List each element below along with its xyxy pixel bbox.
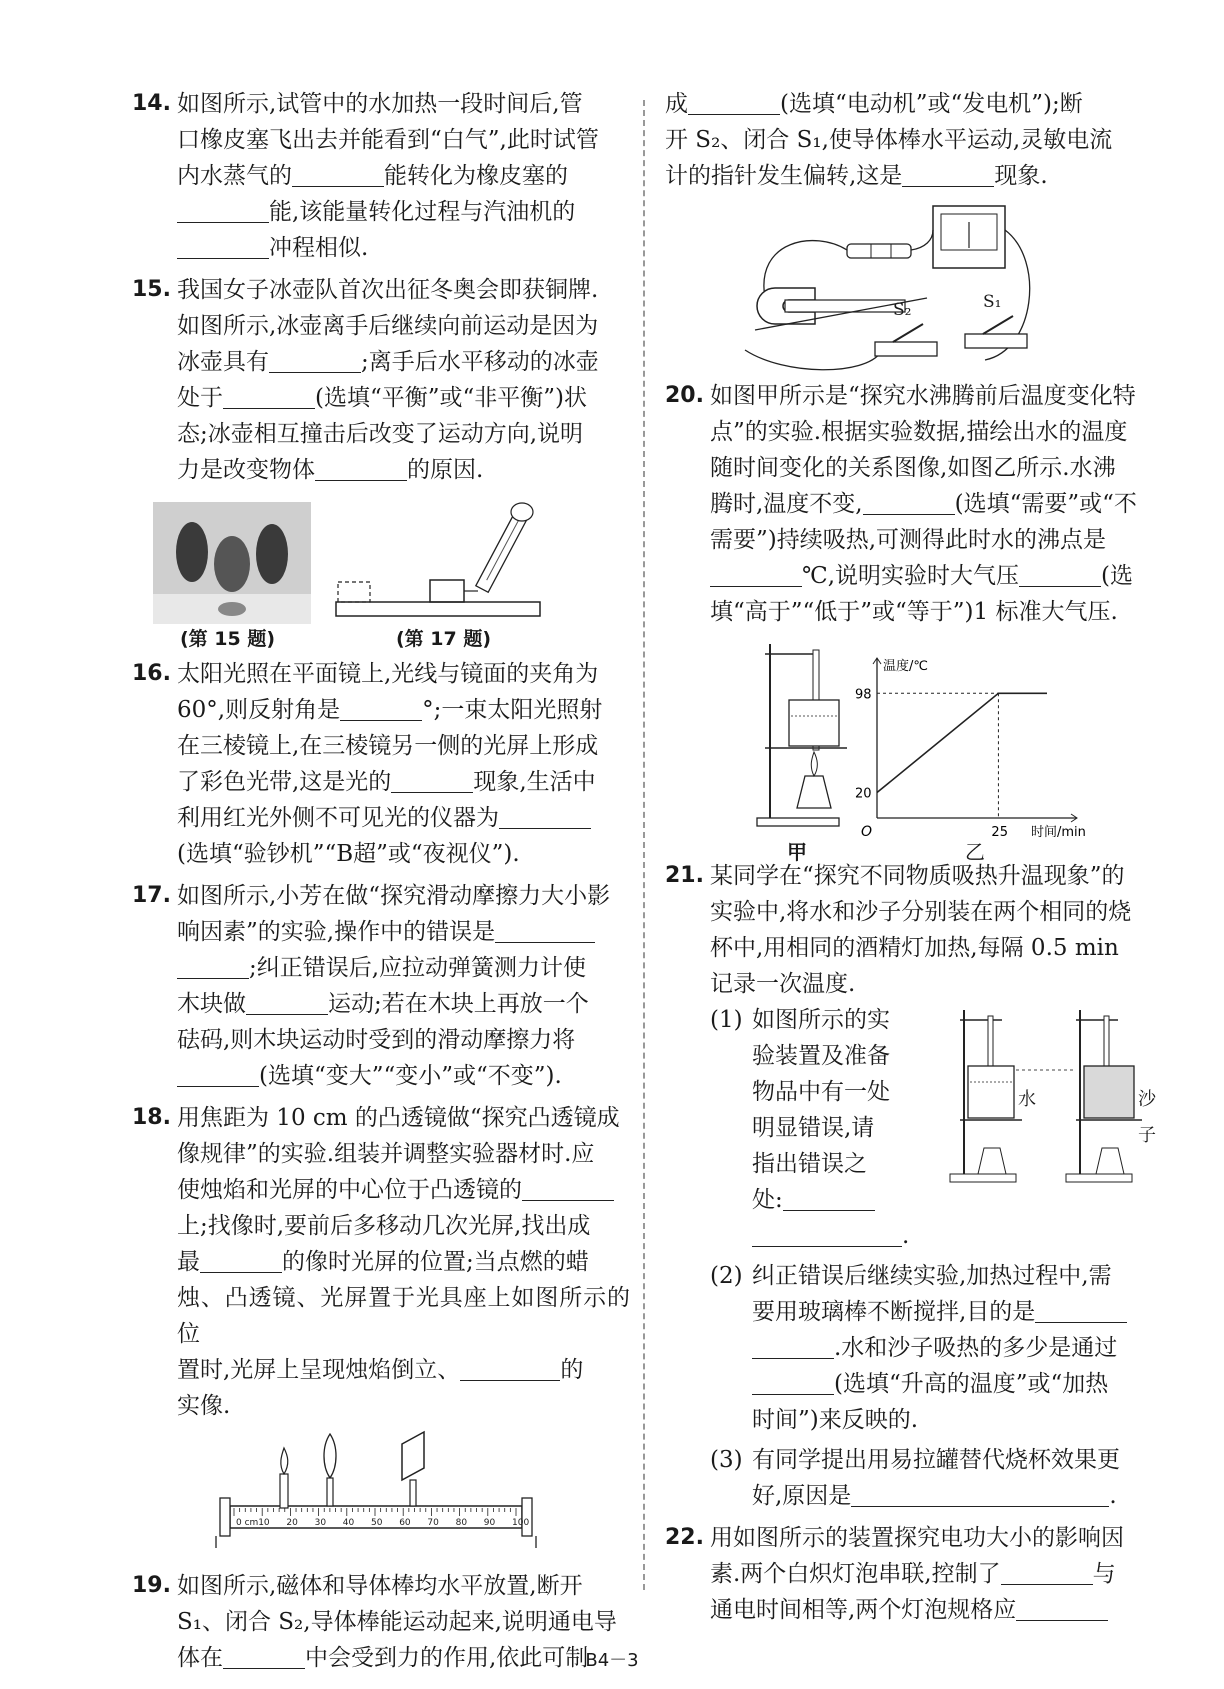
motor-generator-figure: [665, 200, 1165, 378]
text-line: 填“高于”“低于”或“等于”)1 标准大气压.: [710, 599, 1118, 625]
text-line: S₁、闭合 S₂,导体棒能运动起来,说明通电导: [177, 1609, 617, 1635]
answer-blank[interactable]: [177, 232, 269, 259]
question-17: [132, 878, 630, 1094]
answer-blank[interactable]: [269, 346, 361, 373]
text-line: 处于 (选填“平衡”或“非平衡”)状: [177, 380, 630, 416]
text-line: 内水蒸气的 能转化为橡皮塞的: [177, 158, 630, 194]
caption-15: (第 15 题): [180, 628, 276, 650]
ruler-label: 10: [258, 1518, 270, 1528]
right-column: [665, 86, 1165, 1634]
origin-label: O: [861, 824, 873, 840]
alcohol-lamp: [797, 776, 831, 808]
question-number: 20.: [665, 383, 704, 408]
answer-blank[interactable]: [1035, 1296, 1127, 1323]
beaker: [789, 700, 839, 746]
answer-blank[interactable]: [522, 1174, 614, 1201]
answer-blank[interactable]: [391, 766, 473, 793]
question-number: 17.: [132, 883, 171, 908]
answer-blank[interactable]: [783, 1184, 875, 1211]
text-line: 实验中,将水和沙子分别装在两个相同的烧: [710, 899, 1132, 925]
water-setup: [950, 1010, 1022, 1182]
sub-question-1: (1) 如图所示的实 验装置及准备 物品中有一处 明显错误,请 指出错误之 处: .: [710, 1007, 910, 1249]
text-line: 如图所示,磁体和导体棒均水平放置,断开: [177, 1573, 583, 1599]
text-line: 素.两个白炽灯泡串联,控制了 与: [710, 1556, 1165, 1592]
text-line: 需要”)持续吸热,可测得此时水的沸点是: [710, 527, 1107, 553]
sub-question-2: (2) 纠正错误后继续实验,加热过程中,需 要用玻璃棒不断搅拌,目的是 .水和沙子吸热的多少是通过 (选填“升高的温度”或“加热 时间”)来反映的.: [710, 1258, 1165, 1438]
candle-flame: [281, 1448, 288, 1474]
answer-blank[interactable]: [246, 988, 328, 1015]
text-line: 记录一次温度.: [710, 971, 856, 997]
answer-blank[interactable]: [177, 196, 269, 223]
text-line: 上;找像时,要前后多移动几次光屏,找出成: [177, 1213, 591, 1239]
text-line: 开 S₂、闭合 S₁,使导体棒水平运动,灵敏电流: [665, 127, 1113, 153]
text-line: 最 的像时光屏的位置;当点燃的蜡: [177, 1244, 630, 1280]
text-line: 利用红光外侧不可见光的仪器为: [177, 800, 630, 836]
table-board: [336, 602, 540, 616]
wood-block: [430, 580, 464, 602]
text-line: 随时间变化的关系图像,如图乙所示.水沸: [710, 455, 1116, 481]
x-tick-label: 25: [991, 825, 1008, 840]
answer-blank[interactable]: [177, 1060, 259, 1087]
text-line: 冲程相似.: [177, 230, 630, 266]
page-footer: B4－3: [585, 1650, 639, 1671]
answer-blank[interactable]: [340, 694, 422, 721]
text-line: 置时,光屏上呈现烛焰倒立、 的: [177, 1352, 630, 1388]
text-line: 用焦距为 10 cm 的凸透镜做“探究凸透镜成: [177, 1105, 620, 1131]
optical-bench: [132, 1430, 630, 1568]
text-line: 响因素”的实验,操作中的错误是: [177, 914, 630, 950]
text-line: 成 (选填“电动机”或“发电机”);断: [665, 86, 1165, 122]
text-line: 在三棱镜上,在三棱镜另一侧的光屏上形成: [177, 733, 599, 759]
answer-blank[interactable]: [460, 1354, 560, 1381]
text-line: 腾时,温度不变, (选填“需要”或“不: [710, 486, 1165, 522]
ruler-label: 0 cm: [236, 1518, 259, 1528]
text-line: 像规律”的实验.组装并调整实验器材时.应: [177, 1141, 595, 1167]
answer-blank[interactable]: [1019, 560, 1101, 587]
temperature-curve: [877, 693, 1047, 792]
answer-blank[interactable]: [851, 1480, 1109, 1507]
question-number: 18.: [132, 1105, 171, 1130]
x-axis-label: 时间/min: [1031, 825, 1086, 840]
text-line: 点”的实验.根据实验数据,描绘出水的温度: [710, 419, 1128, 445]
text-line: 杯中,用相同的酒精灯加热,每隔 0.5 min: [710, 935, 1119, 961]
ruler-label: 40: [342, 1518, 355, 1528]
question-15: [132, 272, 630, 488]
caption-17: (第 17 题): [396, 628, 492, 650]
convex-lens: [324, 1434, 336, 1478]
boiling-apparatus-and-graph: [665, 636, 1165, 858]
ruler-label: 90: [483, 1518, 496, 1528]
answer-blank[interactable]: [902, 160, 994, 187]
text-line: 60°,则反射角是 °;一束太阳光照射: [177, 692, 630, 728]
ruler-label: 20: [286, 1518, 298, 1528]
circuit-diagram: [665, 200, 1165, 378]
question-16: [132, 656, 630, 872]
water-label: 水: [1018, 1089, 1036, 1110]
question-number: 19.: [132, 1573, 171, 1598]
answer-blank[interactable]: [177, 952, 249, 979]
answer-blank[interactable]: [315, 454, 407, 481]
text-line: 某同学在“探究不同物质吸热升温现象”的: [710, 863, 1125, 889]
answer-blank[interactable]: [499, 802, 591, 829]
s1-label: S₁: [983, 292, 1002, 312]
answer-blank[interactable]: [1001, 1558, 1093, 1585]
column-divider: [643, 100, 645, 1590]
ruler-label: 60: [399, 1518, 411, 1528]
text-line: 木块做 运动;若在木块上再放一个: [177, 986, 630, 1022]
answer-blank[interactable]: [752, 1332, 834, 1359]
text-line: 通电时间相等,两个灯泡规格应: [710, 1592, 1165, 1628]
answer-blank[interactable]: [752, 1220, 902, 1247]
answer-blank[interactable]: [688, 88, 780, 115]
question-number: 16.: [132, 661, 171, 686]
text-line: 如图所示,冰壶离手后继续向前运动是因为: [177, 313, 599, 339]
ruler-label: 80: [455, 1518, 468, 1528]
candle: [280, 1474, 288, 1508]
left-column: [132, 86, 630, 1682]
text-line: 使烛焰和光屏的中心位于凸透镜的: [177, 1172, 630, 1208]
question-number: 22.: [665, 1525, 704, 1550]
text-line: 砝码,则木块运动时受到的滑动摩擦力将: [177, 1027, 576, 1053]
text-line: (选填“验钞机”“B超”或“夜视仪”).: [177, 841, 520, 867]
text-line: 如图所示,试管中的水加热一段时间后,管: [177, 91, 583, 117]
answer-blank[interactable]: [863, 488, 955, 515]
question-22: [665, 1520, 1165, 1628]
y-axis-label: 温度/℃: [883, 659, 928, 674]
text-line: 计的指针发生偏转,这是 现象.: [665, 158, 1165, 194]
text-line: 太阳光照在平面镜上,光线与镜面的夹角为: [177, 661, 599, 687]
ruler-label: 100: [512, 1518, 530, 1528]
text-line: 我国女子冰壶队首次出征冬奥会即获铜牌.: [177, 277, 599, 303]
question-number: 14.: [132, 91, 171, 116]
light-screen: [402, 1432, 424, 1480]
y-tick-label: 98: [855, 687, 872, 703]
question-14: [132, 86, 630, 266]
figure-b-label: 乙: [965, 840, 985, 864]
text-line: 如图甲所示是“探究水沸腾前后温度变化特: [710, 383, 1136, 409]
question-number: 21.: [665, 863, 704, 888]
figure-a-label: 甲: [787, 840, 807, 864]
text-line: 烛、凸透镜、光屏置于光具座上如图所示的位: [177, 1285, 630, 1347]
text-line: 如图所示,小芳在做“探究滑动摩擦力大小影: [177, 883, 611, 909]
text-line: 冰壶具有 ;离手后水平移动的冰壶: [177, 344, 630, 380]
sand-label: 沙子: [1138, 1089, 1156, 1146]
boiling-figure: [665, 636, 1165, 864]
text-line: ;纠正错误后,应拉动弹簧测力计使: [177, 950, 630, 986]
text-line: 实像.: [177, 1393, 231, 1419]
answer-blank[interactable]: [292, 160, 384, 187]
text-line: 力是改变物体 的原因.: [177, 452, 630, 488]
answer-blank[interactable]: [1016, 1594, 1108, 1621]
answer-blank[interactable]: [710, 560, 802, 587]
text-line: 了彩色光带,这是光的 现象,生活中: [177, 764, 630, 800]
text-line: 口橡皮塞飞出去并能看到“白气”,此时试管: [177, 127, 599, 153]
text-line: 能,该能量转化过程与汽油机的: [177, 194, 630, 230]
sub-question-1-block: [710, 1002, 1165, 1254]
answer-blank[interactable]: [752, 1368, 834, 1395]
optical-bench-figure: [132, 1430, 630, 1568]
question-20: [665, 378, 1165, 630]
answer-blank[interactable]: [495, 916, 595, 943]
s2-label: S₂: [893, 300, 912, 320]
question-19-continued: [665, 86, 1165, 194]
switch-s2: [875, 342, 937, 356]
sub-question-3: (3) 有同学提出用易拉罐替代烧杯效果更 好,原因是 .: [710, 1447, 1120, 1509]
answer-blank[interactable]: [200, 1246, 282, 1273]
text-line: 用如图所示的装置探究电功大小的影响因: [710, 1525, 1124, 1551]
question-21: [665, 858, 1165, 1514]
text-line: ℃,说明实验时大气压 (选: [710, 558, 1165, 594]
text-line: (选填“变大”“变小”或“不变”).: [177, 1058, 630, 1094]
y-tick-label: 20: [855, 786, 872, 802]
text-line: 体在 中会受到力的作用,依此可制: [177, 1640, 630, 1676]
battery: [847, 244, 911, 258]
ruler-label: 30: [314, 1518, 327, 1528]
sand-setup: [1066, 1010, 1142, 1182]
figures-15-17: [132, 494, 630, 656]
ruler-label: 70: [427, 1518, 439, 1528]
answer-blank[interactable]: [223, 382, 315, 409]
switch-s1: [965, 334, 1027, 348]
ruler-label: 50: [371, 1518, 383, 1528]
question-18: [132, 1100, 630, 1424]
question-number: 15.: [132, 277, 171, 302]
text-line: 态;冰壶相互撞击后改变了运动方向,说明: [177, 421, 584, 447]
